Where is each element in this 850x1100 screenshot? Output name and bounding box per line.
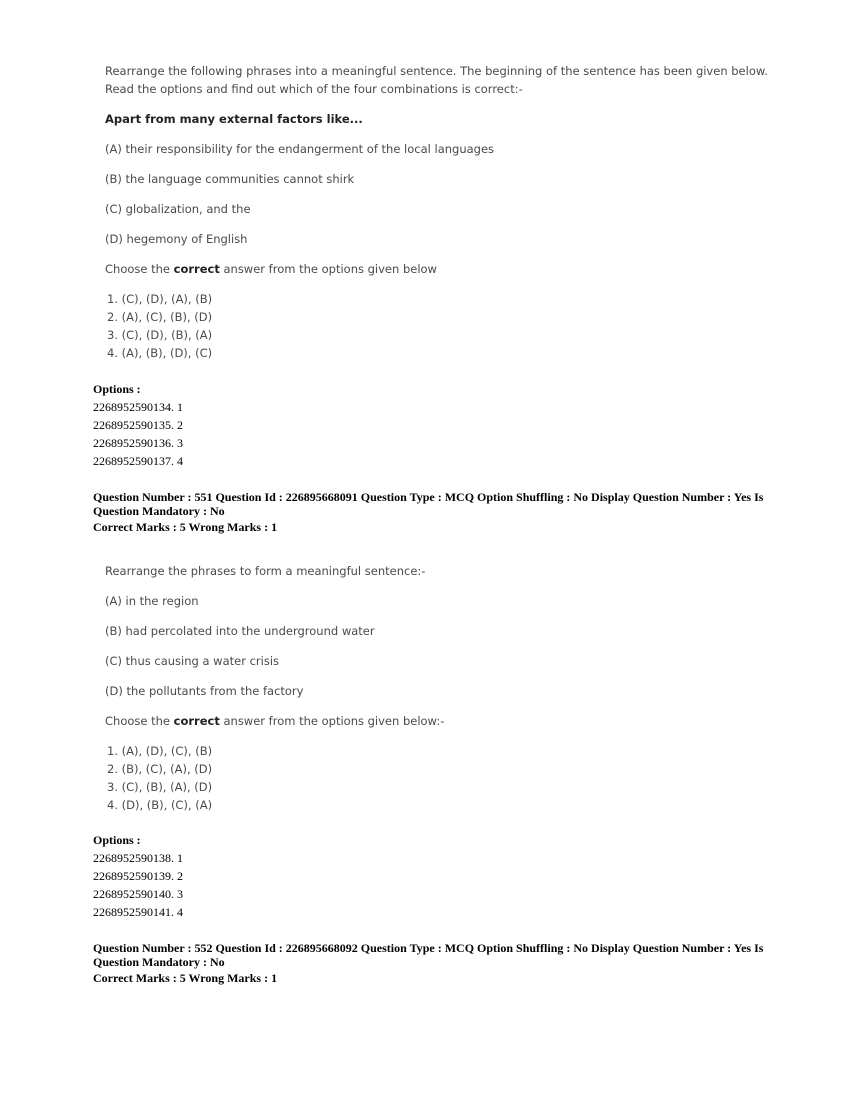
question-meta: Question Number : 552 Question Id : 226895668092 Question Type : MCQ Option Shuffling : No Display Question Number : Yes Is — [93, 941, 764, 955]
answer-item: 4. (D), (B), (C), (A) — [107, 798, 213, 812]
question-550-body — [105, 62, 805, 362]
phrase-b: (B) the language communities cannot shirk — [105, 172, 355, 186]
instruction-line-1: Rearrange the following phrases into a meaningful sentence. The beginning of the sentence has been given below. — [105, 64, 768, 78]
question-551-body — [105, 562, 805, 814]
answer-item: 3. (C), (D), (B), (A) — [107, 328, 213, 342]
answer-item: 4. (A), (B), (D), (C) — [107, 346, 213, 360]
question-mandatory: Question Mandatory : No — [93, 504, 225, 518]
answer-item: 2. (A), (C), (B), (D) — [107, 310, 213, 324]
sentence-lead: Apart from many external factors like... — [105, 112, 363, 126]
option-id: 2268952590138. 1 — [93, 851, 183, 865]
question-marks: Correct Marks : 5 Wrong Marks : 1 — [93, 971, 278, 985]
question-551-header — [93, 488, 783, 536]
answer-item: 2. (B), (C), (A), (D) — [107, 762, 213, 776]
options-label: Options : — [93, 833, 141, 847]
option-id: 2268952590140. 3 — [93, 887, 183, 901]
options-label: Options : — [93, 382, 141, 396]
choose-post: answer from the options given below:- — [219, 714, 445, 728]
answer-item: 1. (C), (D), (A), (B) — [107, 292, 213, 306]
choose-bold: correct — [173, 714, 220, 728]
answer-list — [105, 742, 805, 814]
phrase-a: (A) their responsibility for the endangerment of the local languages — [105, 142, 495, 156]
option-id: 2268952590134. 1 — [93, 400, 183, 414]
choose-instruction — [105, 712, 805, 730]
question-552-header — [93, 939, 783, 987]
option-id: 2268952590137. 4 — [93, 454, 183, 468]
phrase-d: (D) the pollutants from the factory — [105, 684, 304, 698]
answer-item: 1. (A), (D), (C), (B) — [107, 744, 213, 758]
answer-list — [105, 290, 805, 362]
instruction: Rearrange the phrases to form a meaningful sentence:- — [105, 564, 426, 578]
choose-bold: correct — [173, 262, 220, 276]
option-id: 2268952590135. 2 — [93, 418, 183, 432]
phrase-b: (B) had percolated into the underground water — [105, 624, 375, 638]
phrase-c: (C) thus causing a water crisis — [105, 654, 280, 668]
instruction-line-2: Read the options and find out which of the four combinations is correct:- — [105, 82, 523, 96]
phrase-a: (A) in the region — [105, 594, 199, 608]
question-marks: Correct Marks : 5 Wrong Marks : 1 — [93, 520, 278, 534]
question-meta: Question Number : 551 Question Id : 226895668091 Question Type : MCQ Option Shuffling : No Display Question Number : Yes Is — [93, 490, 764, 504]
option-id: 2268952590139. 2 — [93, 869, 183, 883]
option-id: 2268952590136. 3 — [93, 436, 183, 450]
choose-post: answer from the options given below — [219, 262, 437, 276]
answer-item: 3. (C), (B), (A), (D) — [107, 780, 213, 794]
choose-pre: Choose the — [105, 262, 174, 276]
options-block-551 — [93, 831, 183, 921]
question-mandatory: Question Mandatory : No — [93, 955, 225, 969]
phrase-c: (C) globalization, and the — [105, 202, 251, 216]
option-id: 2268952590141. 4 — [93, 905, 183, 919]
options-block-550 — [93, 380, 183, 470]
choose-pre: Choose the — [105, 714, 174, 728]
phrase-d: (D) hegemony of English — [105, 232, 248, 246]
choose-instruction — [105, 260, 805, 278]
